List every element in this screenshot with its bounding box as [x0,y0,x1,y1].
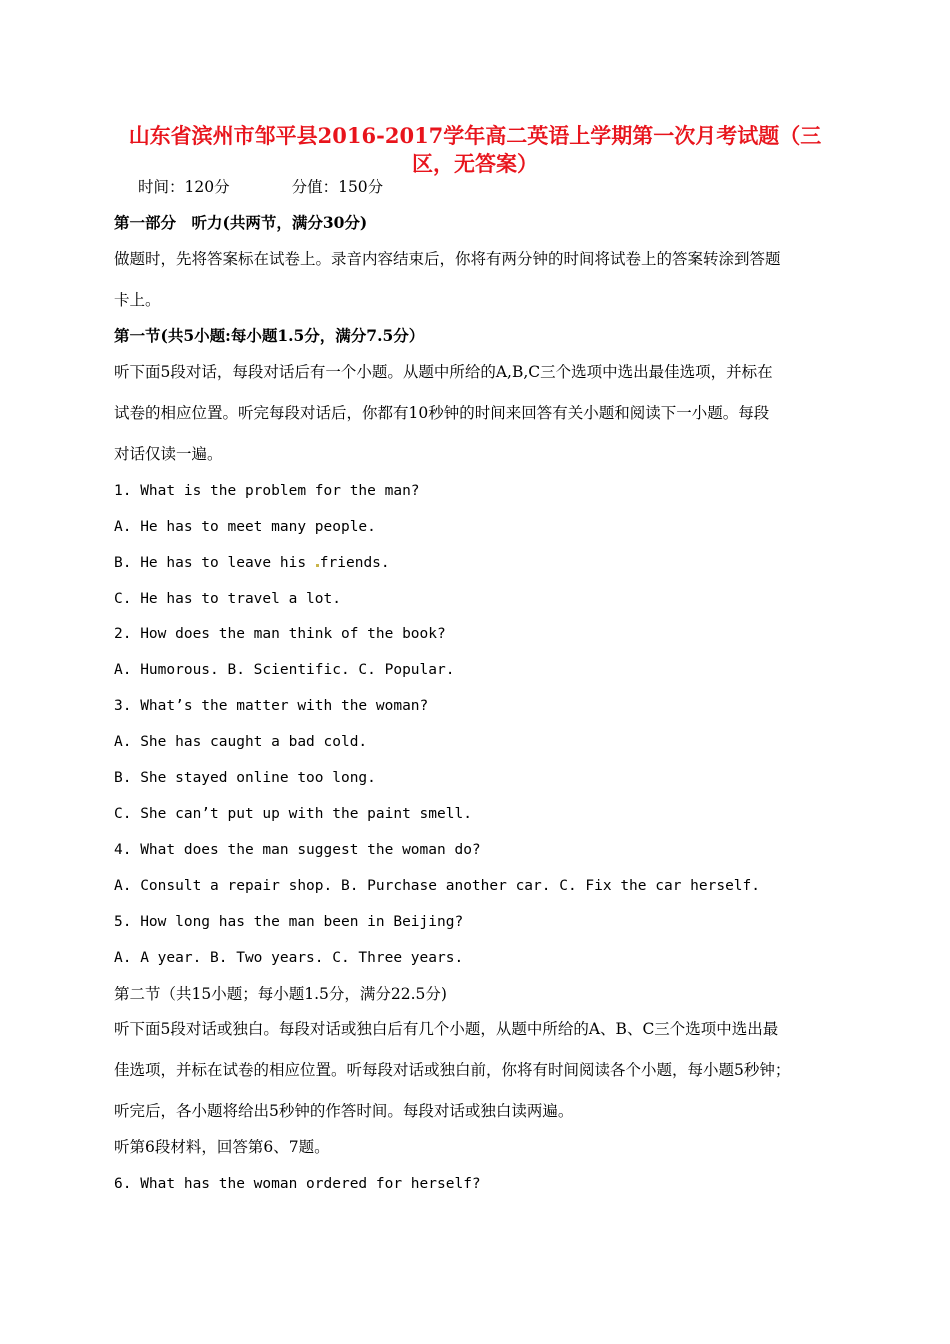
material-6-instruction: 听第6段材料，回答第6、7题。 [114,1138,330,1156]
section2-heading: 第二节（共15小题；每小题1.5分，满分22.5分) [114,985,447,1003]
question-3-option-b: B. She stayed online too long. [114,770,376,786]
section2-instruction-line-1: 听下面5段对话或独白。每段对话或独白后有几个小题，从题中所给的A、B、C三个选项中选出最 [114,1020,779,1038]
section2-instruction-line-3: 听完后，各小题将给出5秒钟的作答时间。每段对话或独白读两遍。 [114,1102,574,1120]
stray-mark [316,564,319,567]
section1-instruction-line-3: 对话仅读一遍。 [114,445,223,463]
question-6: 6. What has the woman ordered for herself? [114,1176,481,1192]
question-2: 2. How does the man think of the book? [114,626,446,642]
question-4: 4. What does the man suggest the woman do? [114,842,481,858]
question-3: 3. What’s the matter with the woman? [114,698,429,714]
exam-title-line-2: 区，无答案） [412,151,538,176]
question-3-option-c: C. She can’t put up with the paint smell. [114,806,472,822]
question-1-option-c: C. He has to travel a lot. [114,591,341,607]
question-5-options: A. A year. B. Two years. C. Three years. [114,950,464,966]
question-1-option-b [114,552,390,574]
section1-instruction-line-2: 试卷的相应位置。听完每段对话后，你都有10秒钟的时间来回答有关小题和阅读下一小题。每段 [114,404,770,422]
part1-heading: 第一部分 听力(共两节，满分30分) [114,213,368,232]
part1-instruction-line-2: 卡上。 [114,291,161,309]
part1-instruction-line-1: 做题时，先将答案标在试卷上。录音内容结束后，你将有两分钟的时间将试卷上的答案转涂到答题 [114,250,781,268]
section2-instruction-line-2: 佳选项，并标在试卷的相应位置。听每段对话或独白前，你将有时间阅读各个小题，每小题5秒钟； [114,1061,791,1079]
question-5: 5. How long has the man been in Beijing? [114,914,464,930]
exam-title-line-1: 山东省滨州市邹平县2016-2017学年高二英语上学期第一次月考试题（三 [128,123,822,148]
section1-heading: 第一节(共5小题:每小题1.5分，满分7.5分） [114,326,425,345]
question-1-option-b-text-start: B. He has to leave his [114,555,315,571]
question-4-options: A. Consult a repair shop. B. Purchase another car. C. Fix the car herself. [114,878,761,894]
question-1: 1. What is the problem for the man? [114,483,420,499]
question-3-option-a: A. She has caught a bad cold. [114,734,368,750]
section1-instruction-line-1: 听下面5段对话，每段对话后有一个小题。从题中所给的A,B,C三个选项中选出最佳选项，并标在 [114,363,773,381]
question-1-option-b-text-end: friends. [319,555,390,571]
exam-time-and-score: 时间：120分 分值：150分 [138,178,384,196]
question-2-options: A. Humorous. B. Scientific. C. Popular. [114,662,455,678]
question-1-option-a: A. He has to meet many people. [114,519,376,535]
